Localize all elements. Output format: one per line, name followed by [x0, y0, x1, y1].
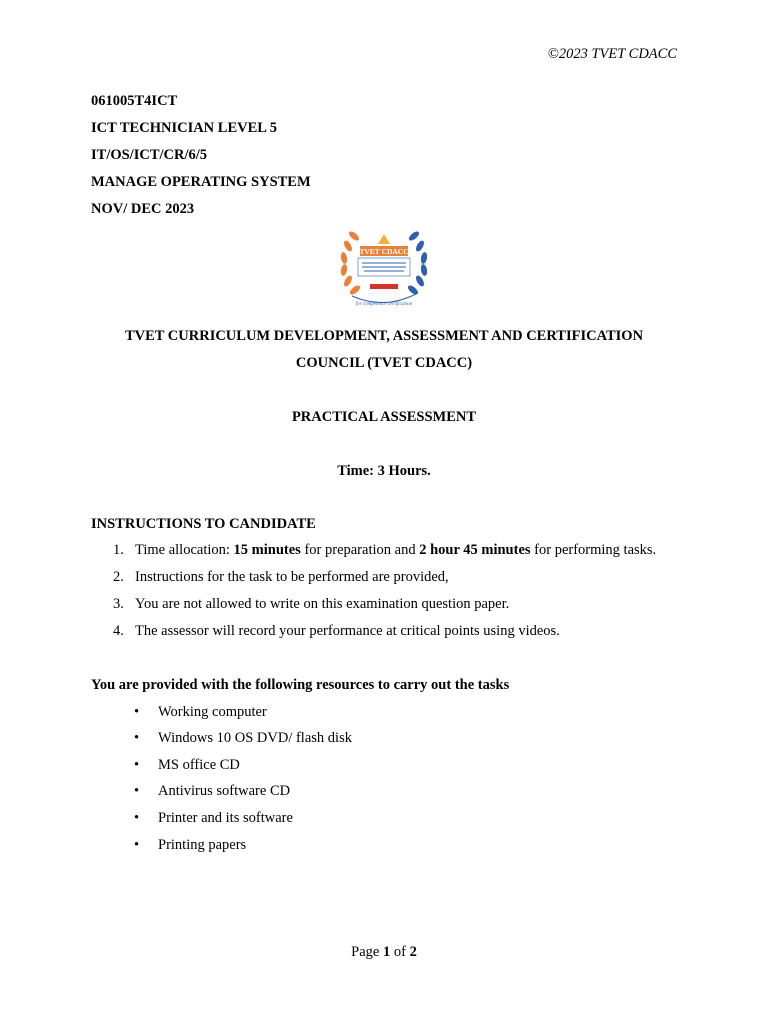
course-code: 061005T4ICT: [91, 93, 178, 109]
bullet-icon: •: [134, 837, 140, 853]
copyright-notice: ©2023 TVET CDACC: [547, 46, 677, 62]
resources-heading: You are provided with the following resources to carry out the tasks: [91, 677, 510, 693]
logo-ribbon: [370, 284, 398, 289]
instruction-number-3: 3.: [113, 596, 124, 612]
council-name-line1: TVET CURRICULUM DEVELOPMENT, ASSESSMENT AND CERTIFICATION: [124, 328, 644, 344]
logo-wordmark: TVET CDACC: [359, 247, 409, 256]
bullet-icon: •: [134, 783, 140, 799]
torch-icon: [378, 234, 390, 244]
page-footer: Page 1 of 2: [351, 944, 417, 960]
instruction-number-1: 1.: [113, 542, 124, 558]
bullet-icon: •: [134, 757, 140, 773]
bullet-icon: •: [134, 810, 140, 826]
assessment-title: PRACTICAL ASSESSMENT: [291, 409, 477, 425]
exam-duration: Time: 3 Hours.: [337, 463, 431, 479]
exam-series: NOV/ DEC 2023: [91, 201, 195, 217]
bullet-icon: •: [134, 704, 140, 720]
instruction-item-1: Time allocation: 15 minutes for preparation and 2 hour 45 minutes for performing tasks.: [135, 542, 657, 558]
instruction-number-2: 2.: [113, 569, 124, 585]
instruction-item-2: Instructions for the task to be performed are provided,: [135, 569, 449, 585]
unit-code: IT/OS/ICT/CR/6/5: [91, 147, 208, 163]
bullet-icon: •: [134, 730, 140, 746]
resource-item: Printing papers: [158, 837, 247, 853]
resource-item: MS office CD: [158, 757, 240, 773]
resource-item: Antivirus software CD: [158, 783, 291, 799]
resource-item: Working computer: [158, 704, 267, 720]
instructions-heading: INSTRUCTIONS TO CANDIDATE: [91, 516, 316, 532]
course-level: ICT TECHNICIAN LEVEL 5: [91, 120, 278, 136]
unit-title: MANAGE OPERATING SYSTEM: [91, 174, 311, 190]
resource-item: Windows 10 OS DVD/ flash disk: [158, 730, 352, 746]
instruction-number-4: 4.: [113, 623, 124, 639]
instruction-item-4: The assessor will record your performance at critical points using videos.: [135, 623, 560, 639]
instruction-item-3: You are not allowed to write on this examination question paper.: [135, 596, 510, 612]
council-name-line2: COUNCIL (TVET CDACC): [295, 355, 473, 371]
resource-item: Printer and its software: [158, 810, 293, 826]
tvet-cdacc-logo: [334, 222, 434, 312]
logo-tagline: for competence certification: [355, 302, 413, 307]
